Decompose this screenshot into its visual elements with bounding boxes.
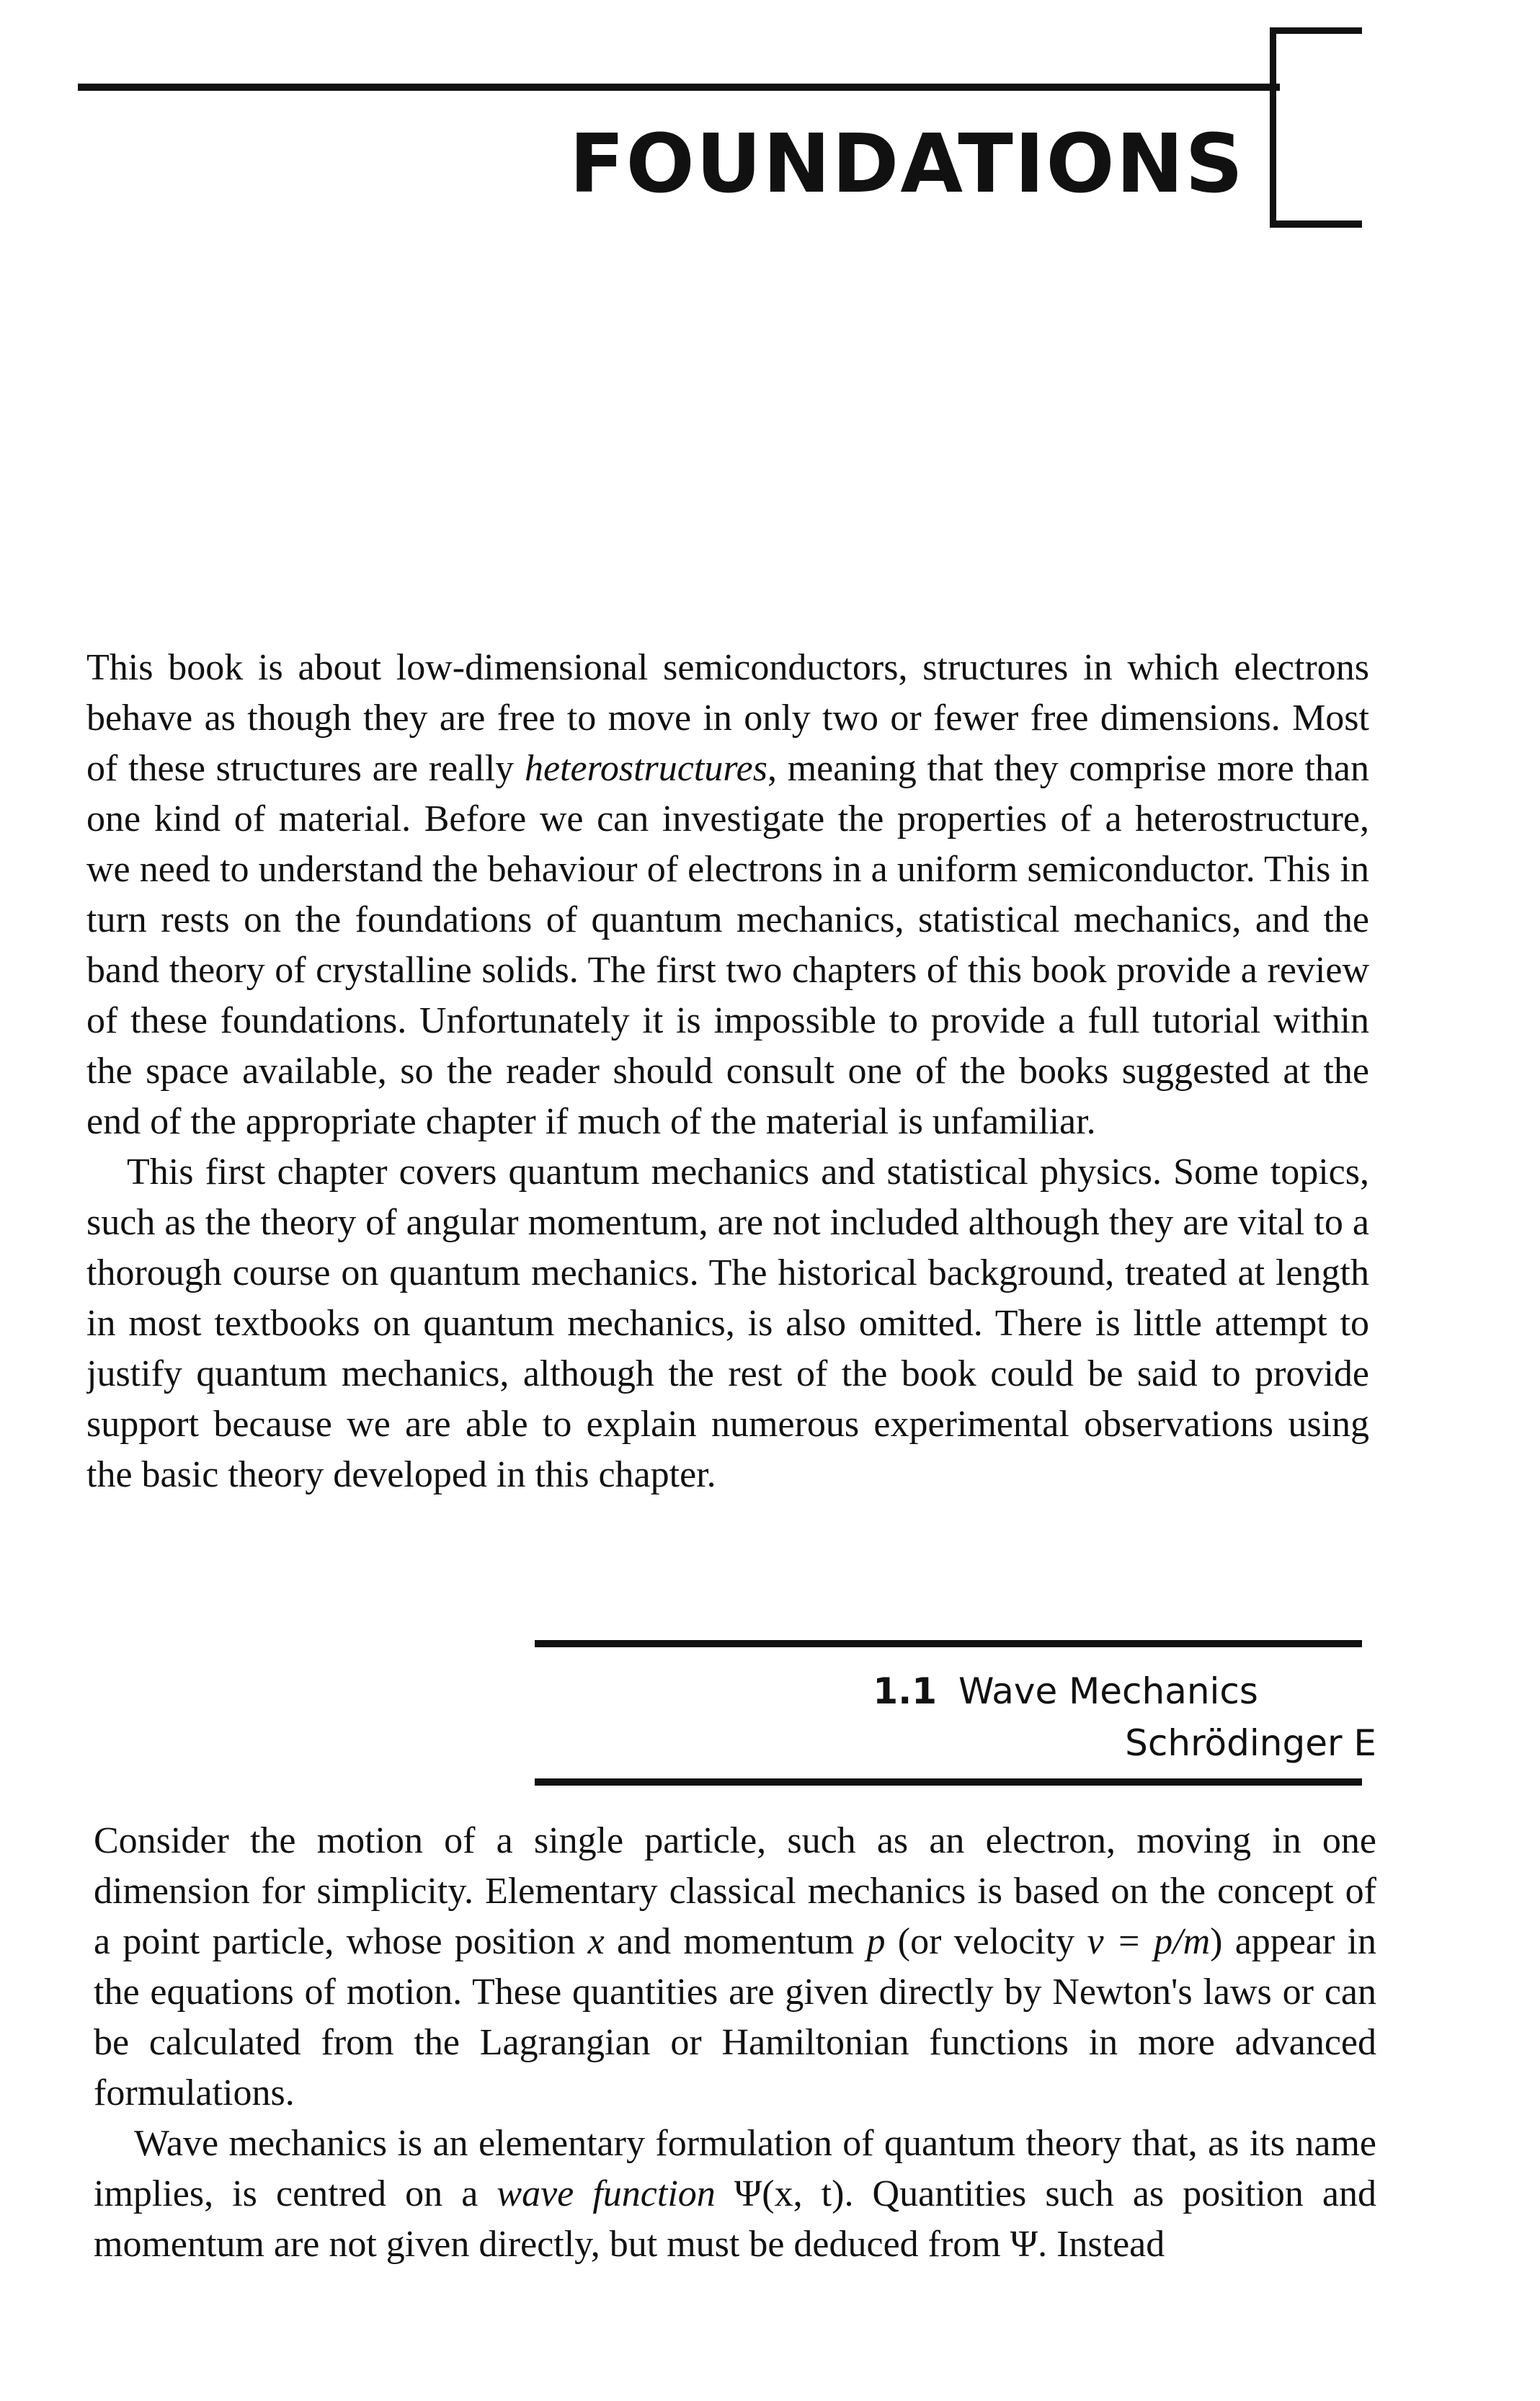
intro-paragraph-2: This first chapter covers quantum mechanics and statistical physics. Some topics, such as the theory of angular momentum, are not included although they are vital to a thorough course on quantum mechanics. The historical background, treated at length in most textbooks on quantum mechanics, is also omitted. There is little attempt to justify quantum mechanics, although the rest of the book could be said to provide support because we are able to explain numerous experimental observations using the basic theory developed in this chapter. [86,1152,1369,1495]
section-paragraph-1-text-b: and momentum [604,1921,867,1962]
wave-function-symbol: Ψ(x, t) [715,2173,845,2214]
section-title-line-2: Schrödinger E [1125,1722,1376,1764]
section-bottom-rule [535,1778,1362,1786]
section-text [94,1816,1376,2320]
chapter-bracket [1270,27,1276,228]
section-title-line-1: Wave Mechanics [958,1670,1258,1712]
section-paragraph-2-emphasis: wave function [497,2173,716,2214]
section-paragraph-1-text-c: (or velocity [885,1921,1087,1962]
section-number: 1.1 [873,1670,937,1712]
intro-paragraph-1-text-b: , meaning that they comprise more than one kind of material. Before we can investigate the properties of a heterostructure, we need to understand the behaviour of electrons in a uniform semiconductor. This in turn rests on the foundations of quantum mechanics, statistical mechanics, and the band theory of crystalline solids. The first two chapters of this book provide a review of these foundations. Unfortunately it is impossible to provide a full tutorial within the space available, so the reader should consult one of the books suggested at the end of the appropriate chapter if much of the material is unfamiliar. [86,748,1369,1142]
intro-text [86,643,1369,1561]
section-paragraph-2 [94,2119,1376,2270]
velocity-formula: v = p/m [1087,1921,1211,1962]
chapter-top-rule [78,84,1280,91]
variable-p: p [866,1921,886,1962]
section-paragraph-1 [94,1816,1376,2119]
chapter-bracket-top [1270,27,1362,34]
section-top-rule [535,1640,1362,1647]
chapter-title: FOUNDATIONS [569,117,1245,211]
section-paragraph-1-text-d: ) appear in the equations of motion. These quantities are given directly by Newton's laws or can be calculated from the Lagrangian or Hamiltonian functions in more advanced formulations. [94,1921,1376,2113]
intro-paragraph-1-emphasis: heterostructures [524,748,767,789]
section-paragraph-2-text-a: Wave mechanics is an elementary formulation of quantum theory that, as its name implies, is centred on a [94,2123,1376,2214]
intro-paragraph-1-text-a: This book is about low-dimensional semiconductors, structures in which electrons behave as though they are free to move in only two or fewer free dimensions. Most of these structures are really [86,647,1369,789]
section-paragraph-1-text-a: Consider the motion of a single particle, such as an electron, moving in one dimension for simplicity. Elementary classical mechanics is based on the concept of a point particle, whose position [94,1820,1376,1962]
intro-paragraph-1 [86,643,1369,1147]
variable-x: x [587,1921,605,1962]
chapter-bracket-bottom [1270,220,1362,228]
section-paragraph-2-text-b: . Quantities such as position and momentum are not given directly, but must be deduced from Ψ. Instead [94,2173,1376,2265]
